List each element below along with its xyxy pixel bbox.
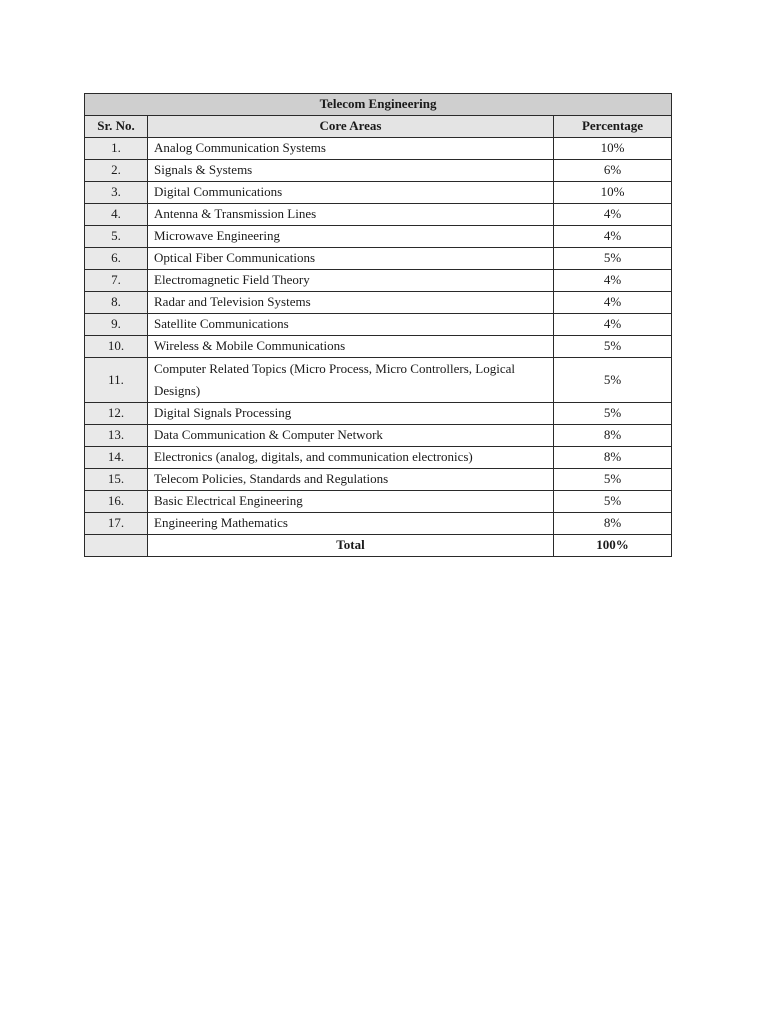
row-sr-no: 2. [85,160,148,182]
row-sr-no: 11. [85,358,148,403]
table-row [85,447,672,469]
row-sr-no: 6. [85,248,148,270]
table-row [85,226,672,248]
row-core-area: Digital Communications [148,182,554,204]
table-row [85,182,672,204]
row-sr-no: 8. [85,292,148,314]
row-percentage: 8% [554,425,672,447]
row-core-area: Optical Fiber Communications [148,248,554,270]
row-core-area: Analog Communication Systems [148,138,554,160]
table-title-row [85,94,672,116]
row-percentage: 8% [554,447,672,469]
row-sr-no: 13. [85,425,148,447]
table-row [85,248,672,270]
row-percentage: 10% [554,182,672,204]
header-sr-no: Sr. No. [85,116,148,138]
row-sr-no: 3. [85,182,148,204]
row-percentage: 4% [554,292,672,314]
row-core-area: Digital Signals Processing [148,403,554,425]
table-row [85,336,672,358]
row-core-area: Computer Related Topics (Micro Process, Micro Controllers, Logical Designs) [148,358,554,403]
table-header-row [85,116,672,138]
row-percentage: 10% [554,138,672,160]
row-percentage: 4% [554,314,672,336]
row-percentage: 5% [554,248,672,270]
table-row [85,270,672,292]
total-blank-cell [85,535,148,557]
total-percentage: 100% [554,535,672,557]
table-row [85,469,672,491]
row-core-area: Data Communication & Computer Network [148,425,554,447]
row-percentage: 5% [554,403,672,425]
row-sr-no: 10. [85,336,148,358]
row-sr-no: 12. [85,403,148,425]
total-label: Total [148,535,554,557]
table-total-row [85,535,672,557]
header-percentage: Percentage [554,116,672,138]
row-percentage: 4% [554,270,672,292]
telecom-syllabus-table [84,93,672,557]
row-sr-no: 1. [85,138,148,160]
row-sr-no: 17. [85,513,148,535]
row-core-area: Telecom Policies, Standards and Regulations [148,469,554,491]
table-row [85,358,672,403]
row-percentage: 5% [554,336,672,358]
row-percentage: 4% [554,226,672,248]
table-row [85,491,672,513]
row-sr-no: 14. [85,447,148,469]
row-sr-no: 4. [85,204,148,226]
table-row [85,513,672,535]
row-core-area: Electromagnetic Field Theory [148,270,554,292]
row-percentage: 4% [554,204,672,226]
row-core-area: Wireless & Mobile Communications [148,336,554,358]
table-title: Telecom Engineering [85,94,672,116]
row-core-area: Signals & Systems [148,160,554,182]
row-sr-no: 7. [85,270,148,292]
table-row [85,425,672,447]
table-row [85,138,672,160]
row-core-area: Satellite Communications [148,314,554,336]
row-percentage: 5% [554,358,672,403]
row-core-area: Microwave Engineering [148,226,554,248]
row-core-area: Radar and Television Systems [148,292,554,314]
row-core-area: Electronics (analog, digitals, and communication electronics) [148,447,554,469]
row-percentage: 8% [554,513,672,535]
row-core-area: Engineering Mathematics [148,513,554,535]
header-core-areas: Core Areas [148,116,554,138]
table-row [85,292,672,314]
row-sr-no: 9. [85,314,148,336]
row-percentage: 6% [554,160,672,182]
row-sr-no: 5. [85,226,148,248]
table-row [85,314,672,336]
row-sr-no: 16. [85,491,148,513]
row-core-area: Basic Electrical Engineering [148,491,554,513]
row-sr-no: 15. [85,469,148,491]
row-percentage: 5% [554,491,672,513]
table-row [85,204,672,226]
table-row [85,403,672,425]
table-row [85,160,672,182]
row-core-area: Antenna & Transmission Lines [148,204,554,226]
row-percentage: 5% [554,469,672,491]
